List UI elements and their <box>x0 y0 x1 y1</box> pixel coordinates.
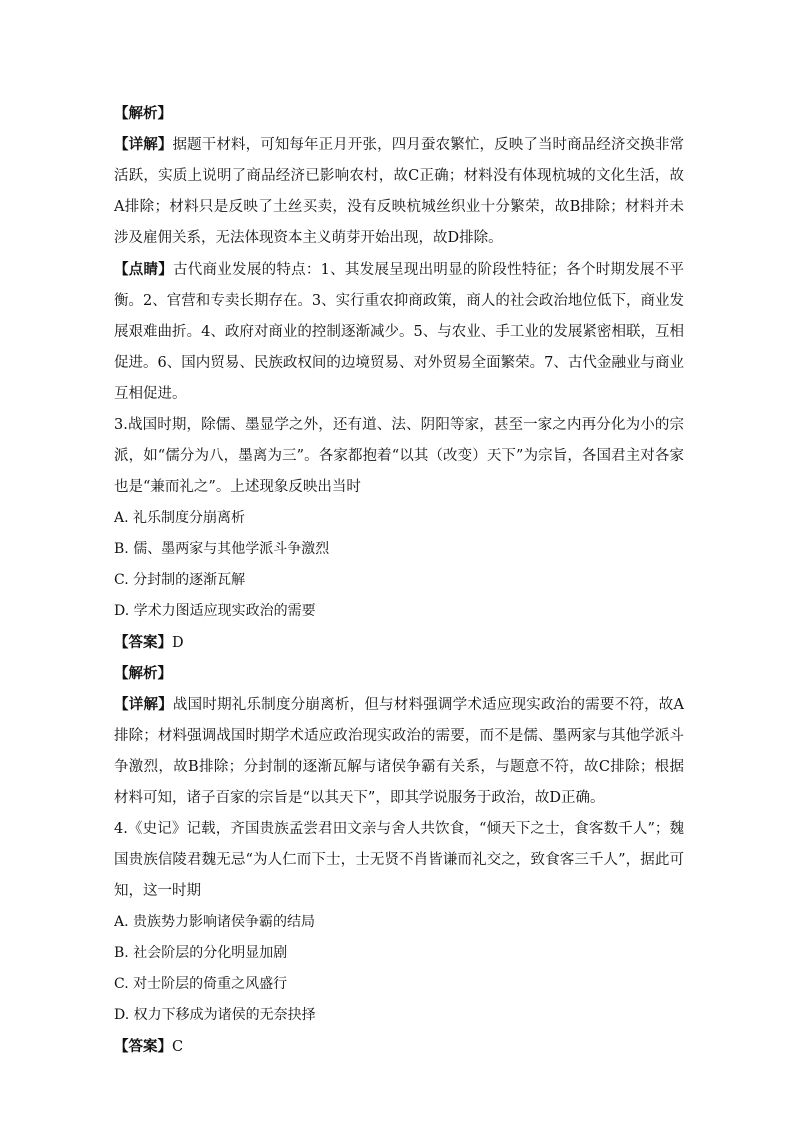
question-3-answer <box>114 627 684 658</box>
detail-paragraph <box>114 129 684 254</box>
point-label: 【点睛】 <box>114 261 174 278</box>
question-4-option-c: C. 对士阶层的倚重之风盛行 <box>114 976 288 992</box>
question-3-option-b: B. 儒、墨两家与其他学派斗争激烈 <box>114 541 330 557</box>
question-3-option-d: D. 学术力图适应现实政治的需要 <box>114 603 316 619</box>
point-text: 古代商业发展的特点：1、其发展呈现出明显的阶段性特征；各个时期发展不平衡。2、官营和专卖长期存在。3、实行重农抑商政策，商人的社会政治地位低下，商业发展艰难曲折。4、政府对商业的控制逐渐减少。5、与农业、手工业的发展紧密相联，互相促进。6、国内贸易、民族政权间的边境贸易、对外贸易全面繁荣。7、古代金融业与商业互相促进。 <box>114 262 684 402</box>
question-4-answer <box>114 1031 684 1062</box>
question-3-detail-paragraph <box>114 689 684 814</box>
analysis-heading: 【解析】 <box>114 105 172 122</box>
question-4-stem: 4.《史记》记载，齐国贵族孟尝君田文亲与舍人共饮食，“倾天下之士，食客数千人”；魏国贵族信陵君魏无忌“为人仁而下士，士无贤不肖皆谦而礼交之，致食客三千人”，据此可知，这一时期 <box>114 821 684 899</box>
question-4-option-b: B. 社会阶层的分化明显加剧 <box>114 945 288 961</box>
answer-label: 【答案】 <box>114 634 172 651</box>
document-page <box>114 98 684 1062</box>
question-3-option-c: C. 分封制的逐渐瓦解 <box>114 572 246 588</box>
answer-label: 【答案】 <box>114 1038 172 1055</box>
detail-text: 据题干材料，可知每年正月开张，四月蚕农繁忙，反映了当时商品经济交换非常活跃，实质上说明了商品经济已影响农村，故C正确；材料没有体现杭城的文化生活，故A排除；材料只是反映了土丝买卖，没有反映杭城丝织业十分繁荣，故B排除；材料并未涉及雇佣关系，无法体现资本主义萌芽开始出现，故D排除。 <box>114 137 685 246</box>
question-4-option-a: A. 贵族势力影响诸侯争霸的结局 <box>114 914 316 930</box>
question-3-analysis-heading: 【解析】 <box>114 665 172 682</box>
detail-text: 战国时期礼乐制度分崩离析，但与材料强调学术适应现实政治的需要不符，故A排除；材料强调战国时期学术适应政治现实政治的需要，而不是儒、墨两家与其他学派斗争激烈，故B排除；分封制的逐渐瓦解与诸侯争霸有关系，与题意不符，故C排除；根据材料可知，诸子百家的宗旨是“以其天下”，即其学说服务于政治，故D正确。 <box>114 697 685 806</box>
question-4-option-d: D. 权力下移成为诸侯的无奈抉择 <box>114 1007 316 1023</box>
question-3-stem: 3.战国时期，除儒、墨显学之外，还有道、法、阴阳等家，甚至一家之内再分化为小的宗派，如“儒分为八，墨离为三”。各家都抱着“以其（改变）天下”为宗旨，各国君主对各家也是“兼而礼之”。上述现象反映出当时 <box>114 417 684 495</box>
point-paragraph <box>114 254 684 410</box>
answer-value: C <box>172 1039 184 1055</box>
detail-label: 【详解】 <box>114 136 173 153</box>
detail-label: 【详解】 <box>114 696 173 713</box>
answer-value: D <box>172 635 184 651</box>
question-3-option-a: A. 礼乐制度分崩离析 <box>114 510 246 526</box>
